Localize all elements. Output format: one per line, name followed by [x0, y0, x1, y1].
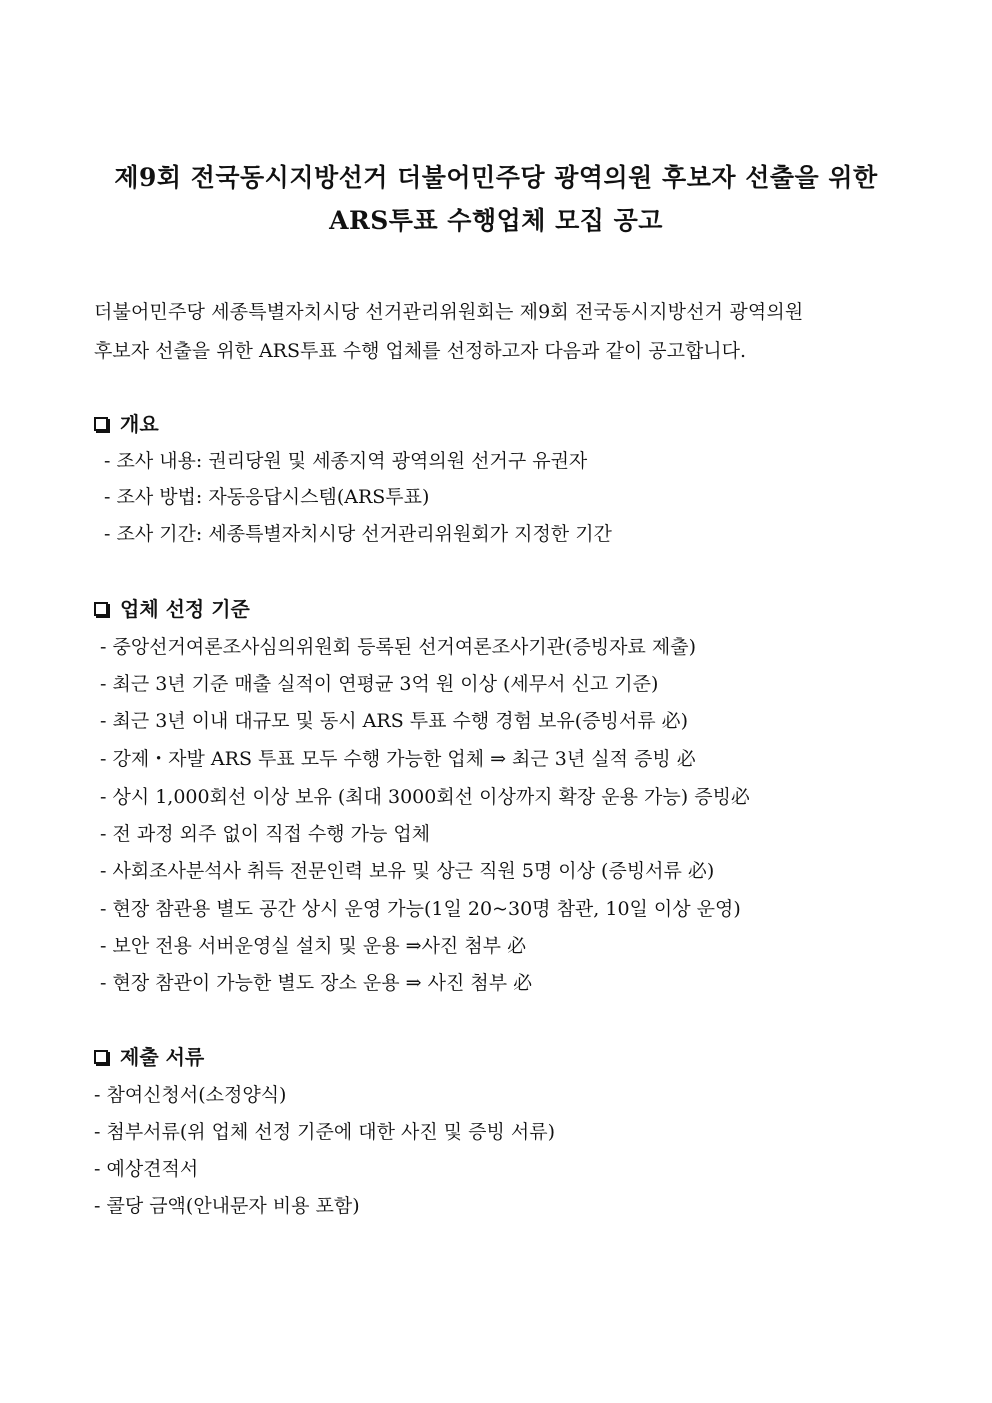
list-item: - 참여신청서(소정양식) [94, 1084, 287, 1106]
list-item: - 최근 3년 이내 대규모 및 동시 ARS 투표 수행 경험 보유(증빙서류 必) [100, 710, 688, 732]
list-item: - 첨부서류(위 업체 선정 기준에 대한 사진 및 증빙 서류) [94, 1121, 556, 1143]
list-item: - 전 과정 외주 없이 직접 수행 가능 업체 [100, 823, 431, 845]
section-heading-label: 개요 [120, 412, 159, 436]
list-item: - 사회조사분석사 취득 전문인력 보유 및 상근 직원 5명 이상 (증빙서류 必) [100, 860, 715, 882]
list-item: - 상시 1,000회선 이상 보유 (최대 3000회선 이상까지 확장 운용 가능) 증빙必 [100, 786, 750, 808]
list-item: - 조사 내용: 권리당원 및 세종지역 광역의원 선거구 유권자 [104, 450, 588, 472]
checkbox-square-icon [94, 602, 108, 616]
list-item: - 보안 전용 서버운영실 설치 및 운용 ⇒사진 첨부 必 [100, 935, 527, 957]
checkbox-square-icon [94, 417, 108, 431]
list-item: - 현장 참관용 별도 공간 상시 운영 가능(1일 20~30명 참관, 10일 이상 운영) [100, 898, 741, 920]
document-title-line-1: 제9회 전국동시지방선거 더불어민주당 광역의원 후보자 선출을 위한 [114, 163, 878, 192]
list-item: - 중앙선거여론조사심의위원회 등록된 선거여론조사기관(증빙자료 제출) [100, 636, 697, 658]
section-heading-overview [94, 409, 159, 439]
list-item: - 예상견적서 [94, 1158, 199, 1180]
list-item: - 강제・자발 ARS 투표 모두 수행 가능한 업체 ⇒ 최근 3년 실적 증빙 必 [100, 748, 696, 770]
list-item: - 최근 3년 기준 매출 실적이 연평균 3억 원 이상 (세무서 신고 기준) [100, 673, 659, 695]
intro-paragraph-line-2: 후보자 선출을 위한 ARS투표 수행 업체를 선정하고자 다음과 같이 공고합니다. [94, 340, 747, 362]
section-heading-selection-criteria [94, 594, 250, 624]
list-item: - 현장 참관이 가능한 별도 장소 운용 ⇒ 사진 첨부 必 [100, 972, 533, 994]
section-heading-label: 제출 서류 [120, 1045, 205, 1069]
list-item: - 조사 방법: 자동응답시스템(ARS투표) [104, 486, 430, 508]
list-item: - 조사 기간: 세종특별자치시당 선거관리위원회가 지정한 기간 [104, 523, 612, 545]
section-heading-submission-documents [94, 1042, 204, 1072]
document-title-line-2: ARS투표 수행업체 모집 공고 [329, 206, 663, 235]
section-heading-label: 업체 선정 기준 [120, 597, 250, 621]
list-item: - 콜당 금액(안내문자 비용 포함) [94, 1195, 360, 1217]
checkbox-square-icon [94, 1050, 108, 1064]
intro-paragraph-line-1: 더불어민주당 세종특별자치시당 선거관리위원회는 제9회 전국동시지방선거 광역의원 [94, 301, 804, 323]
